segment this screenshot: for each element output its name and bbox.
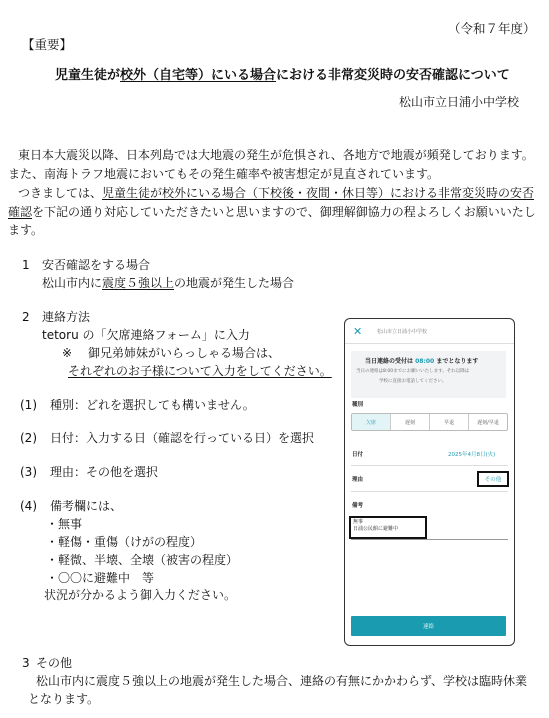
phone-notice-sub-1: 当日の連絡は8:00までにお願いいたします。それ以降は [356, 369, 470, 374]
sec2-note-1: 御兄弟姉妹がいらっしゃる場合は、 [88, 346, 281, 360]
date-value[interactable]: 2025年4月8日(火) [448, 452, 496, 458]
school-name: 松山市立日浦小中学校 [399, 95, 520, 109]
phone-school-name: 松山市立日浦小中学校 [377, 329, 428, 335]
sec1-body-c: の地震が発生した場合 [174, 276, 295, 290]
title-part-2: 校外（自宅等）にいる場合 [120, 68, 277, 83]
item-1-text: 種別：どれを選択しても構いません。 [50, 398, 255, 412]
sec3-num: 3 [22, 656, 30, 670]
type-label: 種別 [352, 402, 364, 408]
sec1-body-b: 震度５強以上 [102, 276, 175, 290]
sec2-note-mark: ※ [62, 346, 73, 360]
deadline-text-a: 当日連絡の受付は [365, 358, 414, 365]
date-label: 日付 [352, 452, 364, 458]
item-2-num: (2) [20, 431, 37, 445]
phone-screenshot [344, 318, 515, 646]
item-1-num: (1) [20, 398, 37, 412]
type-option[interactable]: 遅刻 [390, 414, 429, 430]
reason-label: 理由 [352, 477, 364, 483]
sec2-num: 2 [22, 310, 30, 324]
intro-line-3b: 児童生徒が校外にいる場合（下校後・夜間・休日等）における非常変災時の安否 [102, 186, 535, 200]
sec1-num: 1 [22, 258, 30, 272]
deadline-text-b: までとなります [436, 358, 479, 365]
type-option[interactable]: 遅刻/早退 [468, 414, 507, 430]
phone-notice-sub-2: 学校に直接お電話してください。 [379, 379, 447, 384]
remark-item: ・軽微、半壊、全壊（被害の程度） [46, 553, 239, 567]
sec3-heading: その他 [36, 656, 73, 670]
sec1-heading: 安否確認をする場合 [42, 258, 151, 272]
item-4-num: (4) [20, 499, 37, 513]
submit-button[interactable]: 連絡 [351, 616, 506, 636]
item-3-text: 理由：その他を選択 [50, 465, 159, 479]
remark-item: ・無事 [46, 517, 83, 531]
intro-line-4b: を下記の通り対応していただきたいと思いますので、御理解御協力の程よろしくお願いいたし [32, 205, 536, 219]
sec2-body: tetoru の「欠席連絡フォーム」に入力 [42, 328, 250, 342]
phone-divider [351, 491, 508, 492]
memo-line-1: 無事 [353, 519, 364, 525]
era-year: （令和７年度） [448, 21, 536, 36]
sec3-line-2: となります。 [28, 692, 100, 706]
page-title [55, 64, 510, 83]
reason-select[interactable]: その他 [477, 471, 509, 487]
remarks-footer: 状況が分かるよう御入力ください。 [44, 588, 237, 602]
phone-divider [345, 343, 514, 344]
intro-line-4a: 確認 [8, 205, 33, 219]
item-2-text: 日付：入力する日（確認を行っている日）を選択 [50, 431, 315, 445]
remark-item: ・軽傷・重傷（けがの程度） [46, 535, 203, 549]
phone-divider [351, 539, 508, 540]
sec2-note-2: それぞれのお子様について入力をしてください。 [68, 364, 332, 378]
deadline-time: 08:00 [415, 358, 435, 365]
intro-line-3 [18, 186, 534, 200]
memo-label: 備考 [352, 503, 364, 509]
intro-line-4 [8, 205, 536, 219]
memo-input[interactable] [349, 516, 427, 539]
intro-line-1: 東日本大震災以降、日本列島では大地震の発生が危惧され、各地方で地震が頻発しております。 [18, 148, 534, 162]
intro-line-5: ます。 [8, 223, 44, 237]
important-tag: 【重要】 [22, 37, 73, 52]
item-4-text: 備考欄には、 [50, 499, 123, 513]
title-part-1: 児童生徒が [55, 68, 121, 83]
phone-deadline [365, 356, 478, 365]
sec1-body [42, 276, 294, 290]
sec2-heading: 連絡方法 [42, 310, 91, 324]
type-option[interactable]: 早退 [429, 414, 468, 430]
close-icon[interactable]: ✕ [353, 325, 363, 338]
memo-line-2: 日浦公民館に避難中 [353, 526, 399, 532]
type-segmented-control [351, 413, 508, 431]
intro-line-2: また、南海トラフ地震においてもその発生確率や被害想定が見直されています。 [8, 167, 440, 181]
remark-item: ・〇〇に避難中 等 [46, 571, 155, 585]
sec1-body-a: 松山市内に [42, 276, 103, 290]
phone-divider [351, 465, 508, 466]
sec3-line-1: 松山市内に震度５強以上の地震が発生した場合、連絡の有無にかかわらず、学校は臨時休業 [36, 674, 528, 688]
title-part-3: における非常変災時の安否確認について [276, 68, 510, 83]
type-option[interactable]: 欠席 [352, 414, 390, 430]
item-3-num: (3) [20, 465, 37, 479]
intro-line-3a: つきましては、 [18, 186, 103, 200]
